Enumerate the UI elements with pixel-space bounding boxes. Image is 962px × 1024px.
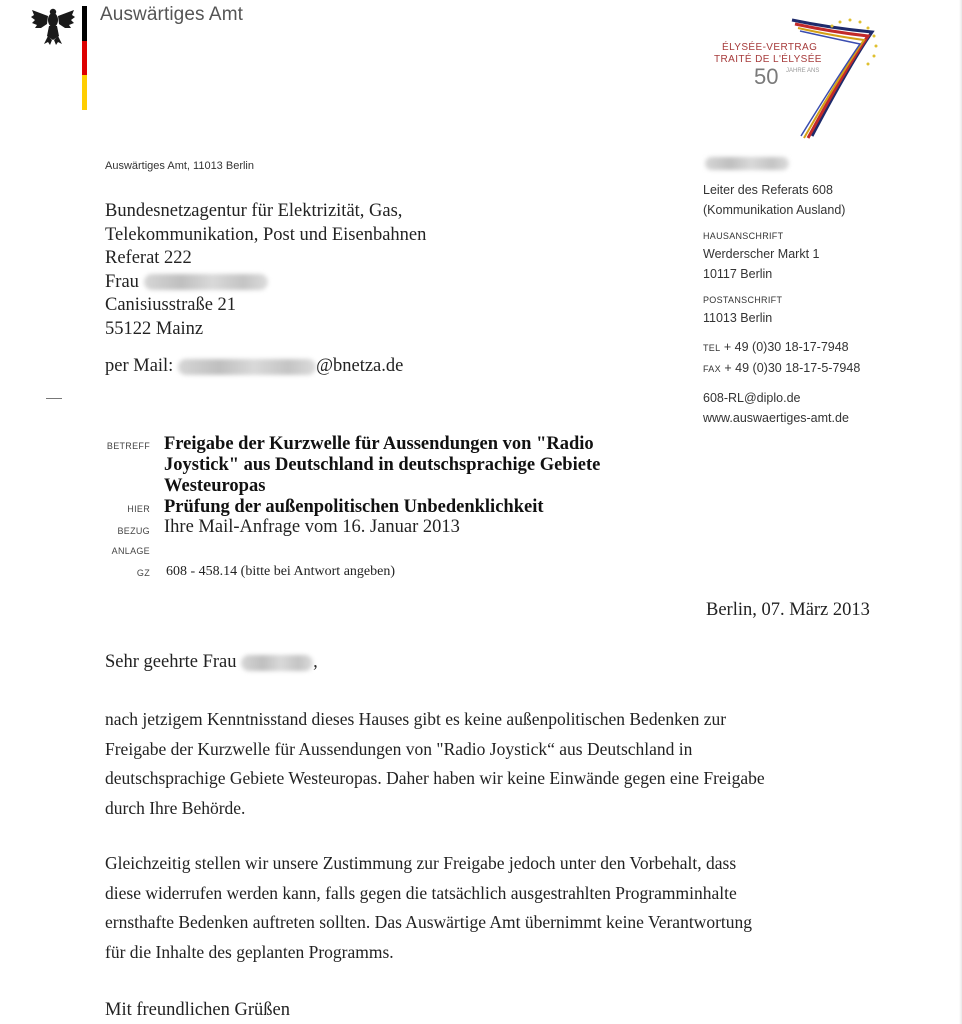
fax-line [703, 358, 860, 379]
hausanschrift-street: Werderscher Markt 1 [703, 247, 820, 261]
salutation-comma: , [313, 652, 318, 672]
paragraph-line: Gleichzeitig stellen wir unsere Zustimmung zur Freigabe jedoch unter den Vorbehalt, dass [105, 853, 737, 873]
email-domain: @bnetza.de [315, 356, 404, 376]
body-paragraph-2 [105, 849, 865, 967]
recipient-line: Bundesnetzagentur für Elektrizität, Gas, [105, 201, 403, 221]
recipient-address [105, 200, 426, 341]
fax-number: + 49 (0)30 18-17-5-7948 [724, 361, 861, 375]
recipient-line: Referat 222 [105, 248, 192, 268]
federal-eagle-icon [30, 6, 76, 46]
subject-line: Joystick" aus Deutschland in deutschsprachige Gebiete [164, 455, 601, 475]
recipient-salutation: Frau [105, 271, 139, 292]
body-paragraph-1 [105, 705, 865, 823]
email-prefix: per Mail: [105, 356, 174, 376]
paragraph-line: Freigabe der Kurzwelle für Aussendungen von "Radio Joystick“ aus Deutschland in [105, 738, 693, 759]
recipient-line: Canisiusstraße 21 [105, 295, 237, 315]
redacted-email-user [178, 359, 316, 375]
elysee-logo-number: 50 [754, 64, 779, 89]
paragraph-line: diese widerrufen werden kann, falls gegen die tatsächlich ausgestrahlten Programminhalte [105, 882, 737, 903]
flag-stripe-black [82, 6, 87, 41]
hausanschrift-label: HAUSANSCHRIFT [703, 231, 784, 241]
anlage-label: ANLAGE [111, 546, 150, 556]
salutation [105, 652, 318, 673]
subject-line: Westeuropas [164, 476, 266, 496]
paragraph-line: deutschsprachige Gebiete Westeuropas. Daher haben wir keine Einwände gegen eine Freigabe [105, 768, 765, 788]
recipient-line: 55122 Mainz [105, 318, 204, 339]
subject-line: Freigabe der Kurzwelle für Aussendungen von "Radio [164, 434, 594, 454]
fax-label: FAX [703, 364, 721, 374]
closing-phrase: Mit freundlichen Grüßen [105, 1000, 290, 1020]
paragraph-line: nach jetzigem Kenntnisstand dieses Hauses gibt es keine außenpolitischen Bedenken zur [105, 709, 727, 729]
postanschrift-city: 11013 Berlin [703, 311, 773, 325]
bezug-label: BEZUG [117, 526, 150, 536]
paragraph-line: für die Inhalte des geplanten Programms. [105, 941, 394, 962]
tel-label: TEL [703, 343, 721, 353]
elysee-logo-text-de: ÉLYSÉE-VERTRAG [722, 42, 818, 53]
recipient-email-line [105, 356, 403, 377]
betreff-label: BETREFF [106, 441, 150, 451]
german-flag-bar [82, 6, 87, 110]
paragraph-line: durch Ihre Behörde. [105, 797, 246, 818]
elysee-logo-jahre: JAHRE ANS [786, 68, 820, 74]
sender-email: 608-RL@diplo.de [703, 391, 801, 405]
gz-label: GZ [136, 568, 150, 578]
fold-mark [46, 398, 62, 399]
letter-date: Berlin, 07. März 2013 [706, 600, 870, 620]
redacted-name [144, 274, 268, 290]
elysee-logo-text-fr: TRAITÉ DE L'ÉLYSÉE [714, 54, 822, 65]
recipient-line: Telekommunikation, Post und Eisenbahnen [105, 224, 427, 245]
organization-name: Auswärtiges Amt [100, 4, 243, 25]
salutation-prefix: Sehr geehrte Frau [105, 652, 237, 672]
hausanschrift-city: 10117 Berlin [703, 267, 773, 281]
bezug-value: Ihre Mail-Anfrage vom 16. Januar 2013 [164, 517, 460, 537]
elysee-treaty-logo-icon [700, 14, 890, 144]
sender-website: www.auswaertiges-amt.de [703, 411, 849, 425]
sender-title: Leiter des Referats 608 [703, 183, 833, 197]
flag-stripe-red [82, 41, 87, 76]
gz-value: 608 - 458.14 (bitte bei Antwort angeben) [166, 564, 396, 579]
paragraph-line: ernsthafte Bedenken auftreten sollten. Das Auswärtige Amt übernimmt keine Verantwortung [105, 912, 753, 932]
recipient-name-line [105, 271, 426, 295]
hier-value: Prüfung der außenpolitischen Unbedenklichkeit [164, 497, 544, 517]
sender-department: (Kommunikation Ausland) [703, 203, 846, 217]
postanschrift-label: POSTANSCHRIFT [703, 295, 783, 305]
tel-number: + 49 (0)30 18-17-7948 [723, 340, 849, 354]
telephone-line [703, 337, 860, 358]
redacted-recipient-name [241, 655, 313, 671]
hier-label: HIER [127, 504, 150, 514]
sender-info-column [703, 158, 860, 428]
flag-stripe-gold [82, 75, 87, 110]
sender-return-address: Auswärtiges Amt, 11013 Berlin [105, 160, 254, 172]
